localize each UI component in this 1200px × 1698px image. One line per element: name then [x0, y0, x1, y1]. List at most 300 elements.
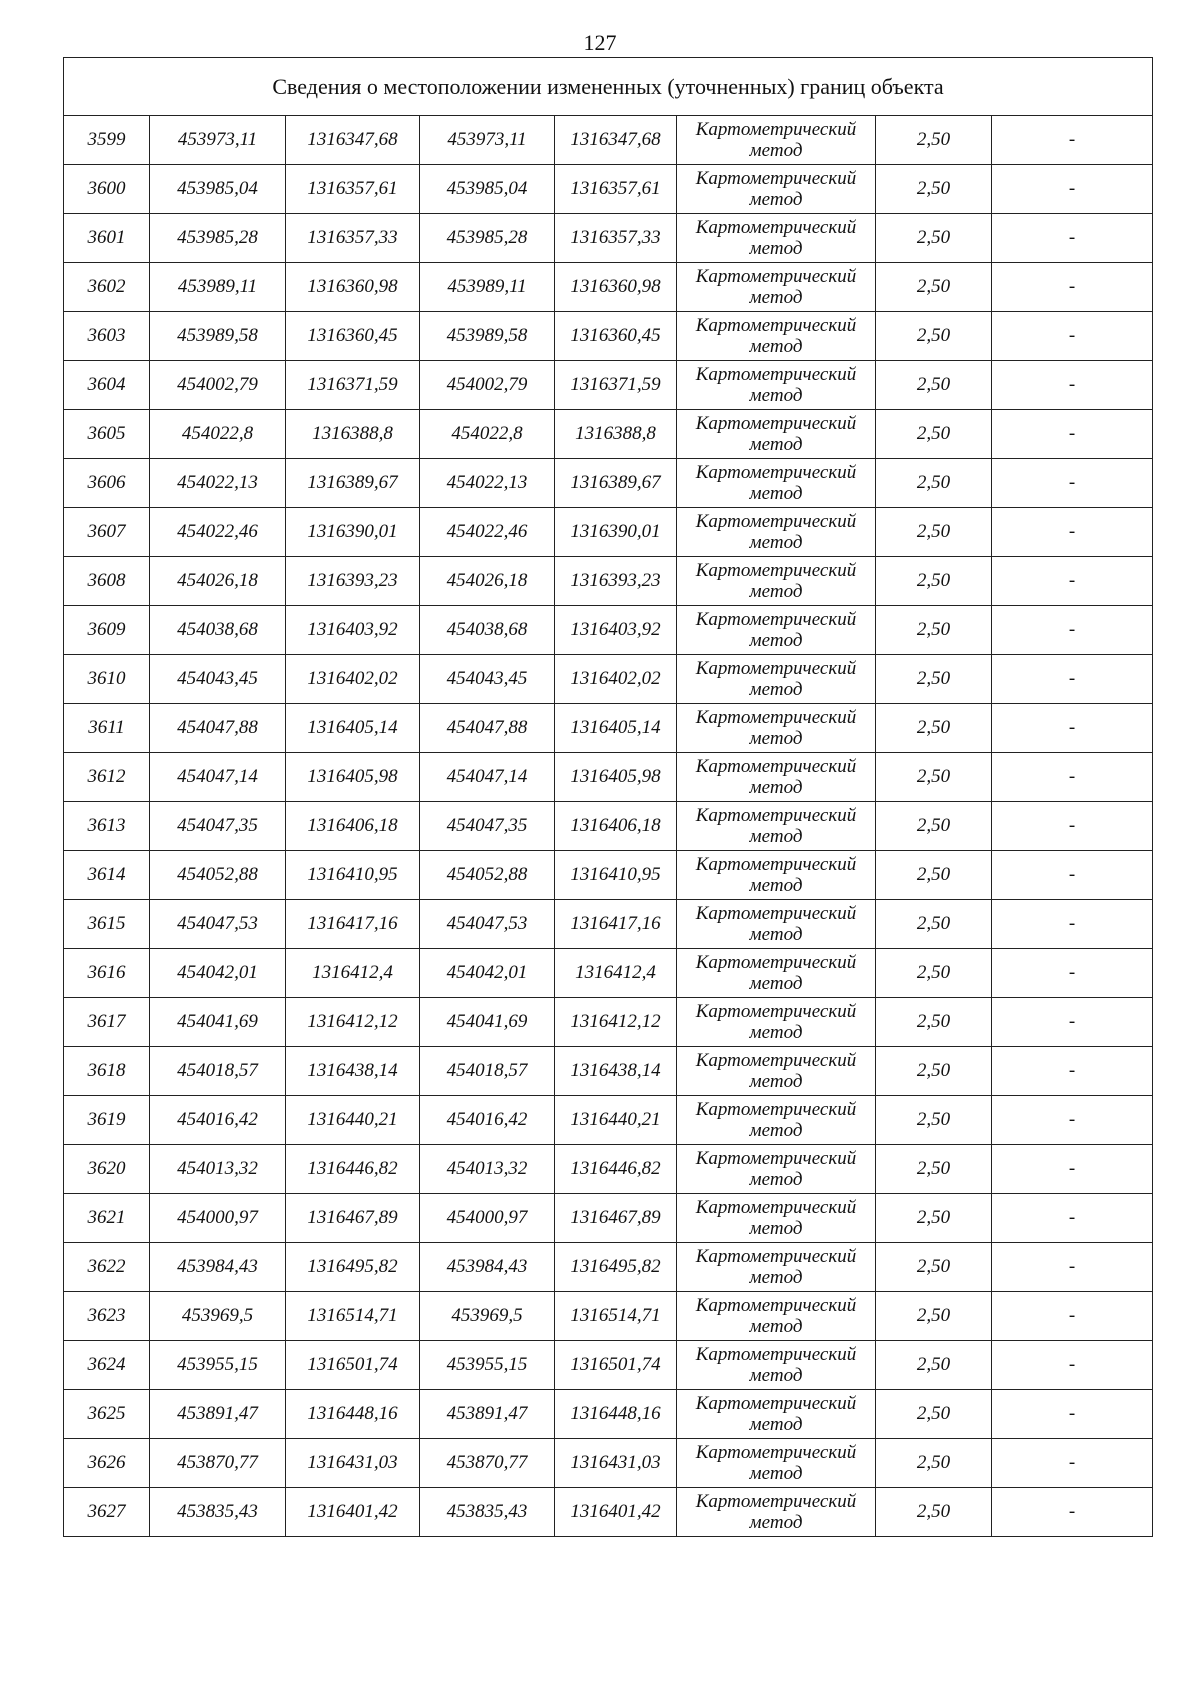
updated-x-cell: 454026,18 [420, 557, 555, 606]
updated-y-cell: 1316389,67 [555, 459, 677, 508]
description-cell: - [992, 361, 1153, 410]
method-cell [677, 1194, 876, 1243]
existing-x-cell: 454047,35 [150, 802, 286, 851]
method-cell [677, 165, 876, 214]
updated-y-cell: 1316388,8 [555, 410, 677, 459]
existing-x-cell: 454016,42 [150, 1096, 286, 1145]
method-cell [677, 361, 876, 410]
description-cell: - [992, 802, 1153, 851]
existing-y-cell: 1316448,16 [286, 1390, 420, 1439]
updated-y-cell: 1316405,98 [555, 753, 677, 802]
method-cell [677, 214, 876, 263]
description-cell: - [992, 1194, 1153, 1243]
method-line-2: метод [749, 434, 803, 455]
existing-y-cell: 1316389,67 [286, 459, 420, 508]
existing-y-cell: 1316402,02 [286, 655, 420, 704]
method-line-1: Картометрический [695, 266, 857, 287]
existing-y-cell: 1316405,98 [286, 753, 420, 802]
method-line-1: Картометрический [695, 1442, 857, 1463]
method-cell [677, 606, 876, 655]
method-cell [677, 1243, 876, 1292]
accuracy-cell: 2,50 [876, 949, 992, 998]
accuracy-cell: 2,50 [876, 312, 992, 361]
table-row [64, 1292, 1153, 1341]
point-number-cell: 3603 [64, 312, 150, 361]
updated-y-cell: 1316360,98 [555, 263, 677, 312]
existing-y-cell: 1316417,16 [286, 900, 420, 949]
existing-y-cell: 1316495,82 [286, 1243, 420, 1292]
existing-x-cell: 454022,13 [150, 459, 286, 508]
point-number-cell: 3627 [64, 1488, 150, 1537]
existing-x-cell: 453989,11 [150, 263, 286, 312]
method-line-2: метод [749, 875, 803, 896]
method-line-2: метод [749, 973, 803, 994]
accuracy-cell: 2,50 [876, 1243, 992, 1292]
method-cell [677, 802, 876, 851]
updated-y-cell: 1316403,92 [555, 606, 677, 655]
table-row [64, 459, 1153, 508]
method-line-2: метод [749, 630, 803, 651]
updated-x-cell: 454047,53 [420, 900, 555, 949]
existing-x-cell: 453835,43 [150, 1488, 286, 1537]
method-line-2: метод [749, 189, 803, 210]
method-cell [677, 851, 876, 900]
updated-x-cell: 454047,35 [420, 802, 555, 851]
existing-x-cell: 454042,01 [150, 949, 286, 998]
updated-x-cell: 453989,11 [420, 263, 555, 312]
method-line-1: Картометрический [695, 805, 857, 826]
updated-x-cell: 453985,04 [420, 165, 555, 214]
method-line-1: Картометрический [695, 1393, 857, 1414]
method-line-1: Картометрический [695, 1491, 857, 1512]
updated-x-cell: 453984,43 [420, 1243, 555, 1292]
description-cell: - [992, 1145, 1153, 1194]
updated-x-cell: 453870,77 [420, 1439, 555, 1488]
method-line-2: метод [749, 336, 803, 357]
updated-x-cell: 453955,15 [420, 1341, 555, 1390]
method-cell [677, 459, 876, 508]
method-line-2: метод [749, 1071, 803, 1092]
description-cell: - [992, 851, 1153, 900]
updated-x-cell: 453969,5 [420, 1292, 555, 1341]
existing-x-cell: 453870,77 [150, 1439, 286, 1488]
table-row [64, 704, 1153, 753]
updated-y-cell: 1316440,21 [555, 1096, 677, 1145]
table-row [64, 1390, 1153, 1439]
method-line-1: Картометрический [695, 1344, 857, 1365]
method-cell [677, 557, 876, 606]
existing-y-cell: 1316357,33 [286, 214, 420, 263]
accuracy-cell: 2,50 [876, 1145, 992, 1194]
existing-y-cell: 1316360,98 [286, 263, 420, 312]
accuracy-cell: 2,50 [876, 1439, 992, 1488]
point-number-cell: 3609 [64, 606, 150, 655]
method-cell [677, 1439, 876, 1488]
existing-x-cell: 454047,88 [150, 704, 286, 753]
table-row [64, 1243, 1153, 1292]
updated-y-cell: 1316405,14 [555, 704, 677, 753]
existing-x-cell: 454041,69 [150, 998, 286, 1047]
point-number-cell: 3601 [64, 214, 150, 263]
point-number-cell: 3623 [64, 1292, 150, 1341]
existing-x-cell: 453955,15 [150, 1341, 286, 1390]
table-row [64, 263, 1153, 312]
updated-y-cell: 1316402,02 [555, 655, 677, 704]
method-cell [677, 1341, 876, 1390]
description-cell: - [992, 263, 1153, 312]
description-cell: - [992, 312, 1153, 361]
method-cell [677, 1096, 876, 1145]
updated-y-cell: 1316438,14 [555, 1047, 677, 1096]
method-line-1: Картометрический [695, 707, 857, 728]
method-line-1: Картометрический [695, 609, 857, 630]
existing-y-cell: 1316401,42 [286, 1488, 420, 1537]
accuracy-cell: 2,50 [876, 851, 992, 900]
accuracy-cell: 2,50 [876, 459, 992, 508]
method-line-2: метод [749, 140, 803, 161]
method-line-1: Картометрический [695, 1050, 857, 1071]
updated-x-cell: 454047,14 [420, 753, 555, 802]
boundary-coordinates-table [63, 57, 1153, 1537]
table-row [64, 802, 1153, 851]
table-row [64, 998, 1153, 1047]
existing-y-cell: 1316501,74 [286, 1341, 420, 1390]
updated-x-cell: 453891,47 [420, 1390, 555, 1439]
method-line-2: метод [749, 1316, 803, 1337]
description-cell: - [992, 508, 1153, 557]
table-row [64, 1439, 1153, 1488]
method-line-1: Картометрический [695, 658, 857, 679]
updated-x-cell: 453973,11 [420, 116, 555, 165]
existing-y-cell: 1316406,18 [286, 802, 420, 851]
method-line-1: Картометрический [695, 364, 857, 385]
table-row [64, 1341, 1153, 1390]
existing-y-cell: 1316371,59 [286, 361, 420, 410]
description-cell: - [992, 1390, 1153, 1439]
method-line-1: Картометрический [695, 854, 857, 875]
updated-y-cell: 1316371,59 [555, 361, 677, 410]
method-line-1: Картометрический [695, 903, 857, 924]
updated-x-cell: 454018,57 [420, 1047, 555, 1096]
accuracy-cell: 2,50 [876, 802, 992, 851]
method-line-2: метод [749, 1414, 803, 1435]
existing-y-cell: 1316410,95 [286, 851, 420, 900]
existing-x-cell: 454038,68 [150, 606, 286, 655]
method-cell [677, 116, 876, 165]
existing-y-cell: 1316388,8 [286, 410, 420, 459]
table-row [64, 1096, 1153, 1145]
method-cell [677, 1390, 876, 1439]
accuracy-cell: 2,50 [876, 508, 992, 557]
point-number-cell: 3626 [64, 1439, 150, 1488]
table-row [64, 165, 1153, 214]
accuracy-cell: 2,50 [876, 606, 992, 655]
method-line-1: Картометрический [695, 560, 857, 581]
point-number-cell: 3599 [64, 116, 150, 165]
method-line-1: Картометрический [695, 462, 857, 483]
existing-y-cell: 1316431,03 [286, 1439, 420, 1488]
description-cell: - [992, 1047, 1153, 1096]
accuracy-cell: 2,50 [876, 1390, 992, 1439]
updated-y-cell: 1316412,4 [555, 949, 677, 998]
existing-x-cell: 453989,58 [150, 312, 286, 361]
method-cell [677, 998, 876, 1047]
updated-x-cell: 454052,88 [420, 851, 555, 900]
method-cell [677, 263, 876, 312]
existing-x-cell: 454022,8 [150, 410, 286, 459]
table-row [64, 557, 1153, 606]
description-cell: - [992, 1096, 1153, 1145]
method-cell [677, 1145, 876, 1194]
method-cell [677, 312, 876, 361]
table-title-row [64, 58, 1153, 116]
point-number-cell: 3604 [64, 361, 150, 410]
updated-y-cell: 1316406,18 [555, 802, 677, 851]
accuracy-cell: 2,50 [876, 1341, 992, 1390]
method-line-1: Картометрический [695, 952, 857, 973]
method-line-1: Картометрический [695, 756, 857, 777]
existing-y-cell: 1316514,71 [286, 1292, 420, 1341]
updated-x-cell: 453835,43 [420, 1488, 555, 1537]
accuracy-cell: 2,50 [876, 704, 992, 753]
method-line-1: Картометрический [695, 511, 857, 532]
point-number-cell: 3613 [64, 802, 150, 851]
updated-y-cell: 1316467,89 [555, 1194, 677, 1243]
updated-x-cell: 454000,97 [420, 1194, 555, 1243]
description-cell: - [992, 949, 1153, 998]
existing-y-cell: 1316438,14 [286, 1047, 420, 1096]
method-line-2: метод [749, 581, 803, 602]
accuracy-cell: 2,50 [876, 557, 992, 606]
method-line-2: метод [749, 1218, 803, 1239]
table-row [64, 655, 1153, 704]
table-row [64, 214, 1153, 263]
description-cell: - [992, 606, 1153, 655]
existing-x-cell: 454052,88 [150, 851, 286, 900]
description-cell: - [992, 214, 1153, 263]
existing-x-cell: 454002,79 [150, 361, 286, 410]
accuracy-cell: 2,50 [876, 900, 992, 949]
method-line-2: метод [749, 1512, 803, 1533]
updated-x-cell: 454013,32 [420, 1145, 555, 1194]
description-cell: - [992, 1439, 1153, 1488]
updated-x-cell: 454047,88 [420, 704, 555, 753]
description-cell: - [992, 1341, 1153, 1390]
method-line-1: Картометрический [695, 217, 857, 238]
method-line-1: Картометрический [695, 1001, 857, 1022]
updated-y-cell: 1316360,45 [555, 312, 677, 361]
description-cell: - [992, 1243, 1153, 1292]
table-row [64, 361, 1153, 410]
updated-y-cell: 1316347,68 [555, 116, 677, 165]
existing-x-cell: 454022,46 [150, 508, 286, 557]
table-body [64, 58, 1153, 1537]
table-row [64, 312, 1153, 361]
existing-x-cell: 454026,18 [150, 557, 286, 606]
accuracy-cell: 2,50 [876, 655, 992, 704]
accuracy-cell: 2,50 [876, 263, 992, 312]
table-row [64, 606, 1153, 655]
existing-y-cell: 1316360,45 [286, 312, 420, 361]
updated-y-cell: 1316393,23 [555, 557, 677, 606]
table-row [64, 1194, 1153, 1243]
existing-x-cell: 454018,57 [150, 1047, 286, 1096]
method-line-2: метод [749, 1022, 803, 1043]
existing-y-cell: 1316446,82 [286, 1145, 420, 1194]
method-line-2: метод [749, 924, 803, 945]
point-number-cell: 3621 [64, 1194, 150, 1243]
accuracy-cell: 2,50 [876, 1292, 992, 1341]
existing-y-cell: 1316440,21 [286, 1096, 420, 1145]
existing-y-cell: 1316412,12 [286, 998, 420, 1047]
updated-x-cell: 453985,28 [420, 214, 555, 263]
updated-x-cell: 453989,58 [420, 312, 555, 361]
existing-x-cell: 453973,11 [150, 116, 286, 165]
updated-x-cell: 454043,45 [420, 655, 555, 704]
existing-y-cell: 1316357,61 [286, 165, 420, 214]
method-line-1: Картометрический [695, 119, 857, 140]
table-row [64, 753, 1153, 802]
point-number-cell: 3619 [64, 1096, 150, 1145]
method-line-2: метод [749, 777, 803, 798]
method-cell [677, 949, 876, 998]
existing-x-cell: 453891,47 [150, 1390, 286, 1439]
existing-x-cell: 454047,14 [150, 753, 286, 802]
existing-x-cell: 454013,32 [150, 1145, 286, 1194]
point-number-cell: 3608 [64, 557, 150, 606]
existing-x-cell: 453969,5 [150, 1292, 286, 1341]
point-number-cell: 3618 [64, 1047, 150, 1096]
table-row [64, 410, 1153, 459]
description-cell: - [992, 704, 1153, 753]
existing-y-cell: 1316403,92 [286, 606, 420, 655]
accuracy-cell: 2,50 [876, 1047, 992, 1096]
method-cell [677, 508, 876, 557]
updated-y-cell: 1316357,61 [555, 165, 677, 214]
existing-x-cell: 453985,28 [150, 214, 286, 263]
description-cell: - [992, 557, 1153, 606]
point-number-cell: 3617 [64, 998, 150, 1047]
updated-y-cell: 1316390,01 [555, 508, 677, 557]
description-cell: - [992, 1488, 1153, 1537]
method-line-2: метод [749, 385, 803, 406]
existing-y-cell: 1316405,14 [286, 704, 420, 753]
table-row [64, 851, 1153, 900]
point-number-cell: 3614 [64, 851, 150, 900]
point-number-cell: 3612 [64, 753, 150, 802]
method-line-1: Картометрический [695, 168, 857, 189]
updated-x-cell: 454022,13 [420, 459, 555, 508]
updated-y-cell: 1316446,82 [555, 1145, 677, 1194]
accuracy-cell: 2,50 [876, 410, 992, 459]
method-line-1: Картометрический [695, 1197, 857, 1218]
method-line-1: Картометрический [695, 413, 857, 434]
accuracy-cell: 2,50 [876, 1194, 992, 1243]
point-number-cell: 3607 [64, 508, 150, 557]
page-number: 127 [583, 30, 617, 55]
table-row [64, 508, 1153, 557]
updated-x-cell: 454041,69 [420, 998, 555, 1047]
updated-x-cell: 454016,42 [420, 1096, 555, 1145]
table-row [64, 949, 1153, 998]
method-line-1: Картометрический [695, 1148, 857, 1169]
existing-y-cell: 1316412,4 [286, 949, 420, 998]
point-number-cell: 3600 [64, 165, 150, 214]
table-row [64, 1488, 1153, 1537]
method-line-2: метод [749, 1169, 803, 1190]
description-cell: - [992, 1292, 1153, 1341]
method-line-1: Картометрический [695, 1295, 857, 1316]
method-cell [677, 1047, 876, 1096]
updated-x-cell: 454022,46 [420, 508, 555, 557]
description-cell: - [992, 900, 1153, 949]
updated-x-cell: 454042,01 [420, 949, 555, 998]
table-row [64, 1145, 1153, 1194]
point-number-cell: 3616 [64, 949, 150, 998]
method-line-2: метод [749, 826, 803, 847]
point-number-cell: 3605 [64, 410, 150, 459]
updated-y-cell: 1316501,74 [555, 1341, 677, 1390]
method-line-2: метод [749, 238, 803, 259]
accuracy-cell: 2,50 [876, 998, 992, 1047]
updated-y-cell: 1316431,03 [555, 1439, 677, 1488]
point-number-cell: 3620 [64, 1145, 150, 1194]
table-row [64, 900, 1153, 949]
updated-y-cell: 1316412,12 [555, 998, 677, 1047]
point-number-cell: 3606 [64, 459, 150, 508]
method-line-1: Картометрический [695, 1246, 857, 1267]
method-cell [677, 1488, 876, 1537]
method-line-2: метод [749, 532, 803, 553]
existing-x-cell: 453984,43 [150, 1243, 286, 1292]
point-number-cell: 3611 [64, 704, 150, 753]
method-cell [677, 1292, 876, 1341]
updated-x-cell: 454002,79 [420, 361, 555, 410]
existing-x-cell: 454000,97 [150, 1194, 286, 1243]
existing-x-cell: 454043,45 [150, 655, 286, 704]
table-row [64, 1047, 1153, 1096]
updated-y-cell: 1316514,71 [555, 1292, 677, 1341]
accuracy-cell: 2,50 [876, 1096, 992, 1145]
method-line-2: метод [749, 728, 803, 749]
point-number-cell: 3625 [64, 1390, 150, 1439]
method-line-1: Картометрический [695, 1099, 857, 1120]
updated-y-cell: 1316495,82 [555, 1243, 677, 1292]
method-cell [677, 655, 876, 704]
method-line-2: метод [749, 483, 803, 504]
description-cell: - [992, 410, 1153, 459]
existing-y-cell: 1316347,68 [286, 116, 420, 165]
method-line-2: метод [749, 1120, 803, 1141]
accuracy-cell: 2,50 [876, 116, 992, 165]
method-line-2: метод [749, 1365, 803, 1386]
description-cell: - [992, 998, 1153, 1047]
updated-y-cell: 1316401,42 [555, 1488, 677, 1537]
description-cell: - [992, 116, 1153, 165]
point-number-cell: 3602 [64, 263, 150, 312]
method-cell [677, 410, 876, 459]
accuracy-cell: 2,50 [876, 214, 992, 263]
description-cell: - [992, 753, 1153, 802]
existing-x-cell: 454047,53 [150, 900, 286, 949]
updated-y-cell: 1316357,33 [555, 214, 677, 263]
existing-y-cell: 1316393,23 [286, 557, 420, 606]
method-cell [677, 900, 876, 949]
method-line-2: метод [749, 1267, 803, 1288]
updated-y-cell: 1316417,16 [555, 900, 677, 949]
description-cell: - [992, 165, 1153, 214]
existing-x-cell: 453985,04 [150, 165, 286, 214]
